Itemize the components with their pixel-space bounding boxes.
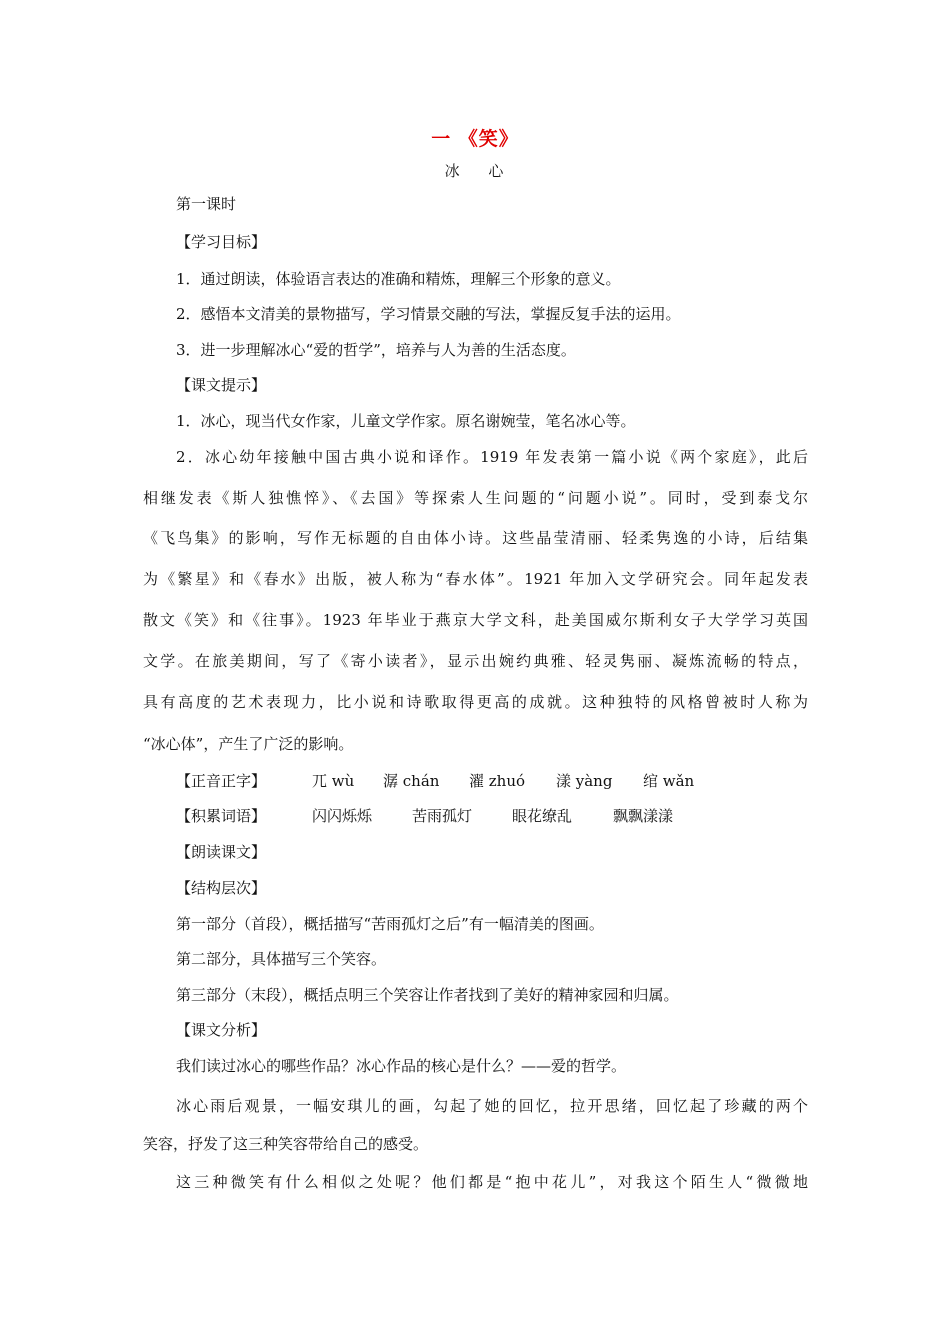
analysis-paragraph-line: 笑容，抒发了这三种笑容带给自己的感受。 bbox=[143, 1135, 429, 1153]
structure-item: 第二部分，具体描写三个笑容。 bbox=[176, 950, 387, 968]
analysis-paragraph: 我们读过冰心的哪些作品？冰心作品的核心是什么？——爱的哲学。 bbox=[176, 1057, 627, 1075]
pronunciation-item: 濯 zhuó bbox=[469, 772, 526, 790]
pronunciation-item: 潺 chán bbox=[383, 772, 440, 790]
structure-heading: 【结构层次】 bbox=[176, 879, 267, 897]
goal-item: 3．进一步理解冰心“爱的哲学”，培养与人为善的生活态度。 bbox=[176, 341, 576, 359]
pronunciation-item: 兀 wù bbox=[312, 772, 355, 790]
goal-item: 1．通过朗读，体验语言表达的准确和精炼，理解三个形象的意义。 bbox=[176, 270, 621, 288]
pronunciation-item: 绾 wǎn bbox=[643, 772, 695, 790]
structure-item: 第三部分（末段），概括点明三个笑容让作者找到了美好的精神家园和归属。 bbox=[176, 986, 679, 1004]
tips-paragraph-line: 相继发表《斯人独憔悴》、《去国》等探索人生问题的“问题小说”。同时，受到泰戈尔 bbox=[143, 489, 808, 507]
vocabulary-item: 苦雨孤灯 bbox=[412, 807, 473, 825]
tips-paragraph-line: 具有高度的艺术表现力，比小说和诗歌取得更高的成就。这种独特的风格曾被时人称为 bbox=[143, 693, 808, 711]
reading-heading: 【朗读课文】 bbox=[176, 843, 267, 861]
goals-heading: 【学习目标】 bbox=[176, 233, 267, 251]
pronunciation-heading: 【正音正字】 bbox=[176, 772, 267, 790]
analysis-paragraph-line: 这三种微笑有什么相似之处呢？他们都是“抱中花儿”，对我这个陌生人“微微地 bbox=[176, 1173, 808, 1191]
vocabulary-heading: 【积累词语】 bbox=[176, 807, 267, 825]
vocabulary-item: 眼花缭乱 bbox=[512, 807, 573, 825]
analysis-heading: 【课文分析】 bbox=[176, 1021, 267, 1039]
author-name: 冰 心 bbox=[444, 162, 516, 180]
tips-heading: 【课文提示】 bbox=[176, 376, 267, 394]
tips-paragraph-line: 《飞鸟集》的影响，写作无标题的自由体小诗。这些晶莹清丽、轻柔隽逸的小诗，后结集 bbox=[143, 529, 808, 547]
structure-item: 第一部分（首段），概括描写“苦雨孤灯之后”有一幅清美的图画。 bbox=[176, 915, 604, 933]
vocabulary-item: 飘飘漾漾 bbox=[613, 807, 674, 825]
lesson-label: 第一课时 bbox=[176, 195, 237, 213]
analysis-paragraph-line: 冰心雨后观景，一幅安琪儿的画，勾起了她的回忆，拉开思绪，回忆起了珍藏的两个 bbox=[176, 1097, 808, 1115]
pronunciation-item: 漾 yàng bbox=[556, 772, 613, 790]
document-title: 一 《笑》 bbox=[431, 128, 519, 150]
vocabulary-item: 闪闪烁烁 bbox=[312, 807, 373, 825]
tips-paragraph-line: 文学。在旅美期间，写了《寄小读者》，显示出婉约典雅、轻灵隽丽、凝炼流畅的特点， bbox=[143, 652, 808, 670]
tips-paragraph-line: 2．冰心幼年接触中国古典小说和译作。1919 年发表第一篇小说《两个家庭》，此后 bbox=[176, 448, 808, 466]
tips-paragraph-line: 散文《笑》和《往事》。1923 年毕业于燕京大学文科，赴美国威尔斯利女子大学学习英国 bbox=[143, 611, 808, 629]
tips-item: 1．冰心，现当代女作家，儿童文学作家。原名谢婉莹，笔名冰心等。 bbox=[176, 412, 636, 430]
tips-paragraph-line: 为《繁星》和《春水》出版，被人称为“春水体”。1921 年加入文学研究会。同年起发表 bbox=[143, 570, 808, 588]
tips-paragraph-line: “冰心体”，产生了广泛的影响。 bbox=[143, 735, 354, 753]
goal-item: 2．感悟本文清美的景物描写，学习情景交融的写法，掌握反复手法的运用。 bbox=[176, 305, 681, 323]
